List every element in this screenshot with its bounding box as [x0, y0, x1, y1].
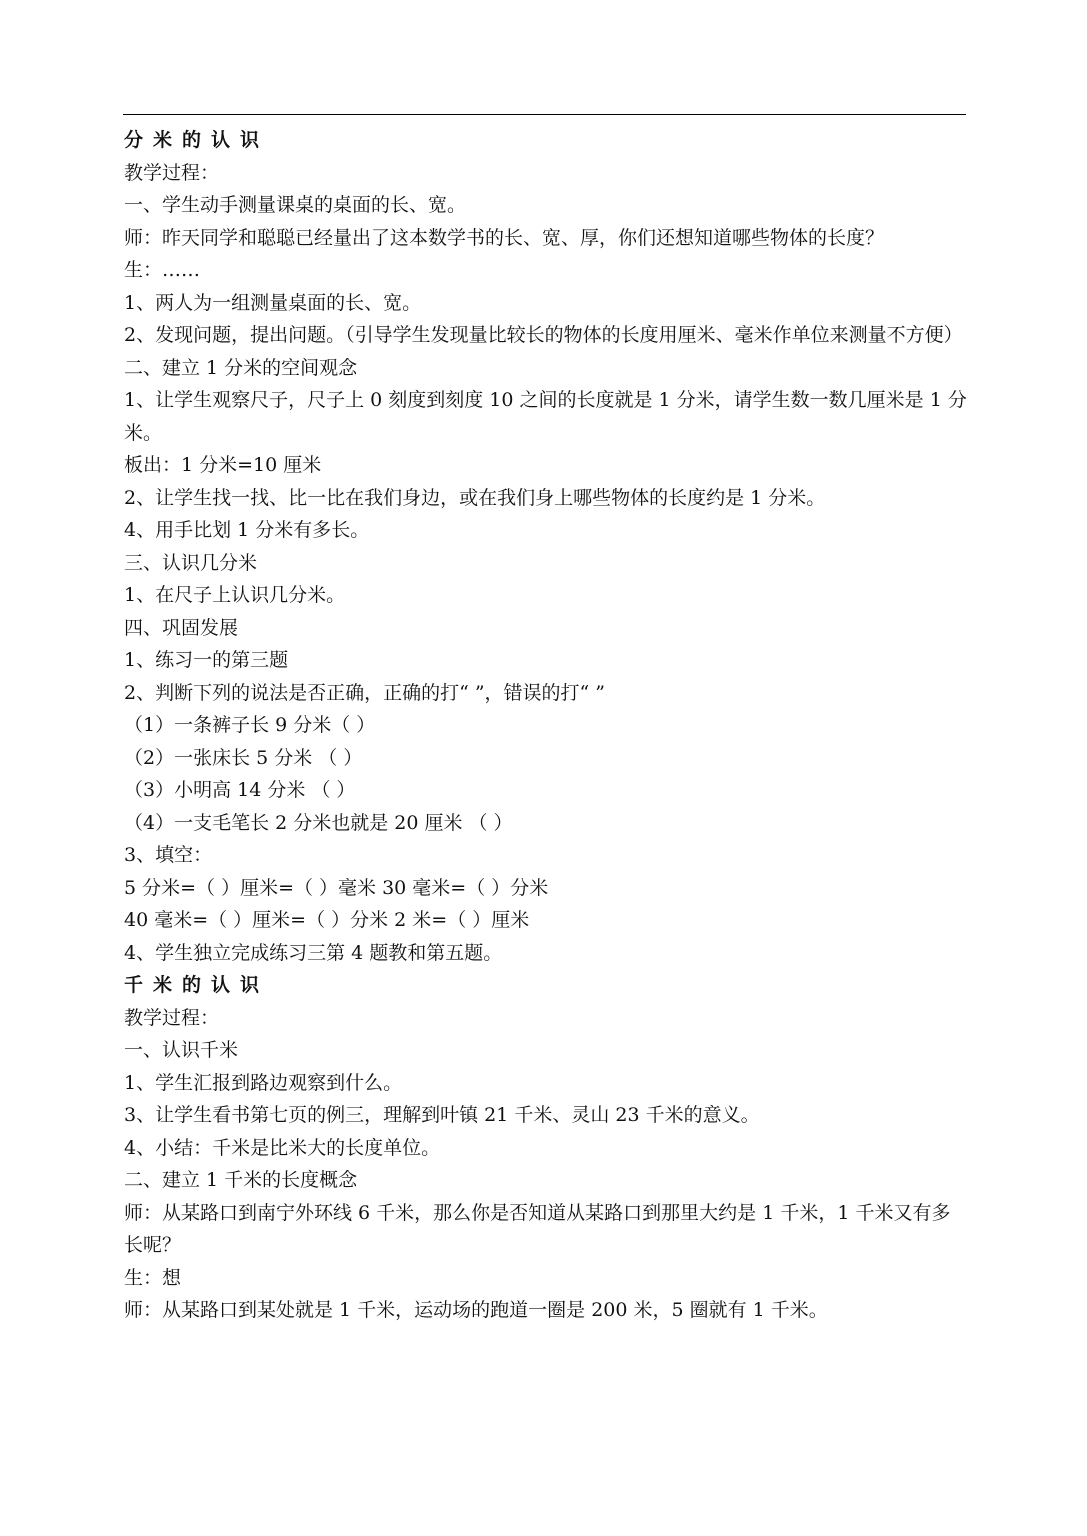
text-line: （4）一支毛笔长 2 分米也就是 20 厘米 （ ）	[124, 811, 513, 834]
text-line: 1、练习一的第三题	[124, 649, 289, 671]
text-line: 3、填空：	[124, 844, 213, 866]
text-line: （1）一条裤子长 9 分米（ ）	[124, 714, 376, 736]
section-title-decimeter: 分米的认识	[124, 129, 270, 151]
text-line: 1、学生汇报到路边观察到什么。	[124, 1071, 403, 1094]
header-rule	[123, 114, 966, 115]
text-line: 一、认识千米	[124, 1039, 239, 1061]
text-line: 1、让学生观察尺子，尺子上 0 刻度到刻度 10 之间的长度就是 1 分米，请学生数一数几厘米是 1 分米。	[124, 389, 967, 444]
text-line: 2、让学生找一找、比一比在我们身边，或在我们身上哪些物体的长度约是 1 分米。	[124, 486, 826, 509]
text-line: 3、让学生看书第七页的例三，理解到叶镇 21 千米、灵山 23 千米的意义。	[124, 1104, 760, 1126]
text-line: 4、用手比划 1 分米有多长。	[124, 519, 370, 541]
text-line: 生：想	[124, 1266, 182, 1289]
text-line: 教学过程：	[124, 161, 220, 184]
text-line: 5 分米=（ ）厘米=（ ）毫米 30 毫米=（ ）分米	[124, 876, 549, 899]
text-line: 板出：1 分米=10 厘米	[124, 454, 322, 476]
text-line: 1、在尺子上认识几分米。	[124, 584, 346, 606]
text-line: 4、小结：千米是比米大的长度单位。	[124, 1136, 441, 1159]
text-line: 2、判断下列的说法是否正确，正确的打“ ”，错误的打“ ”	[124, 681, 606, 704]
text-line: 三、认识几分米	[124, 551, 258, 574]
text-line: 教学过程：	[124, 1006, 220, 1029]
text-line: 师：从某路口到南宁外环线 6 千米，那么你是否知道从某路口到那里大约是 1 千米，1 千米又有多长呢？	[124, 1201, 951, 1256]
text-line: 4、学生独立完成练习三第 4 题教和第五题。	[124, 941, 503, 964]
text-line: 2、发现问题，提出问题。（引导学生发现量比较长的物体的长度用厘米、毫米作单位来测量不方便）	[124, 324, 963, 346]
text-line: 师：昨天同学和聪聪已经量出了这本数学书的长、宽、厚，你们还想知道哪些物体的长度？	[124, 226, 885, 249]
text-line: （3）小明高 14 分米 （ ）	[124, 779, 356, 801]
text-line: 师：从某路口到某处就是 1 千米，运动场的跑道一圈是 200 米，5 圈就有 1 千米。	[124, 1299, 828, 1321]
section-title-kilometer: 千米的认识	[124, 974, 270, 996]
document-body	[124, 124, 969, 1327]
text-line: 二、建立 1 分米的空间观念	[124, 356, 358, 379]
text-line: 1、两人为一组测量桌面的长、宽。	[124, 291, 422, 314]
text-line: 二、建立 1 千米的长度概念	[124, 1169, 358, 1191]
text-line: 一、学生动手测量课桌的桌面的长、宽。	[124, 194, 467, 216]
text-line: 40 毫米=（ ）厘米=（ ）分米 2 米=（ ）厘米	[124, 909, 530, 931]
text-line: （2）一张床长 5 分米 （ ）	[124, 746, 363, 769]
text-line: 生：……	[124, 259, 201, 281]
text-line: 四、巩固发展	[124, 616, 239, 639]
